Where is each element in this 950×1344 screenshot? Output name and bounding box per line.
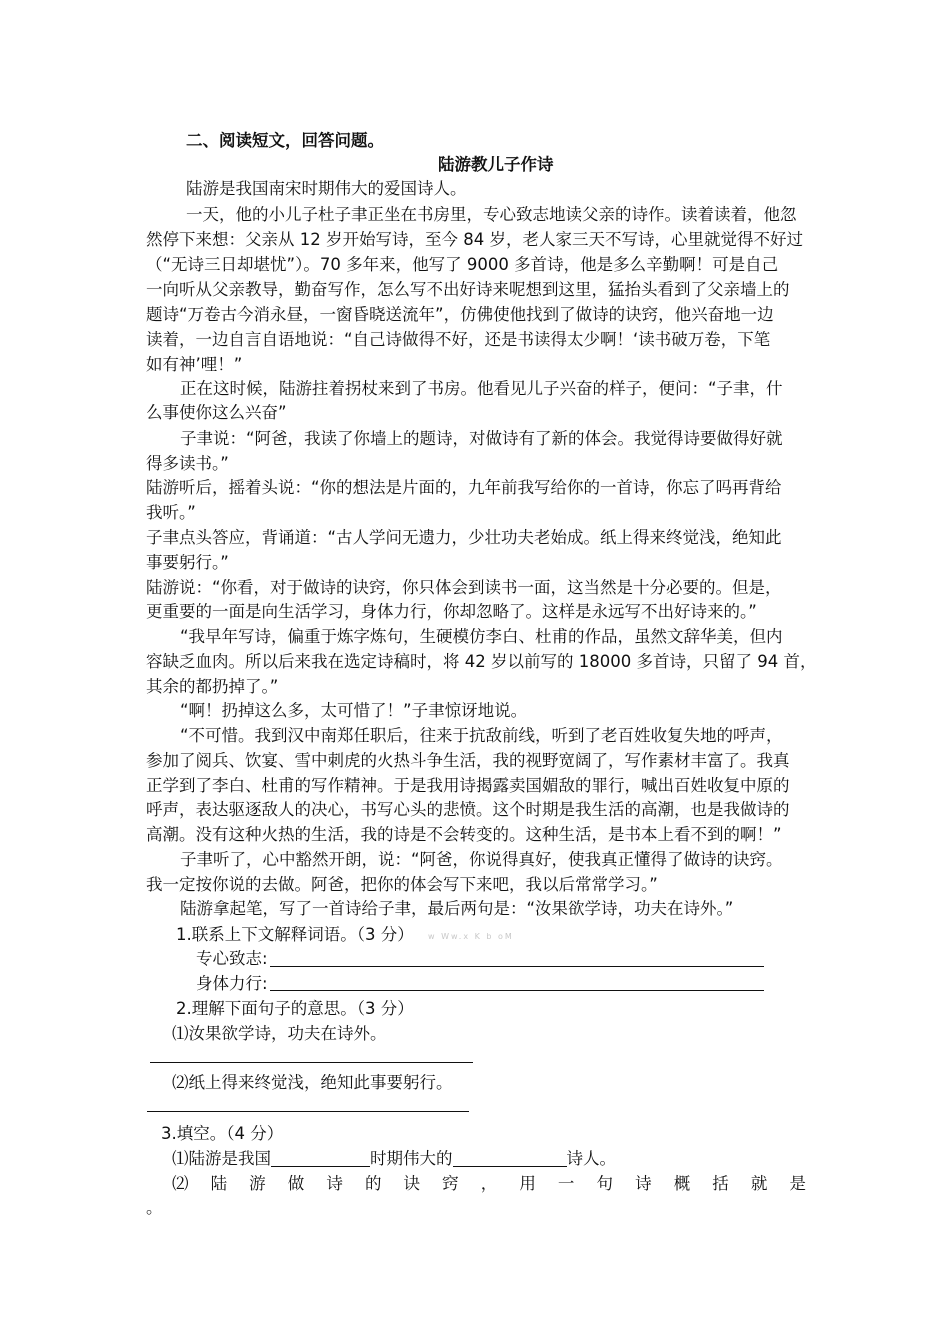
text-line: “我早年写诗，偏重于炼字炼句，生硬模仿李白、杜甫的作品，虽然文辞华美，但内: [180, 627, 783, 646]
watermark: w Ww.x K b oM: [428, 932, 514, 941]
question-3-fill-line: [172, 1148, 616, 1170]
text-line: 然停下来想：父亲从 12 岁开始写诗，至今 84 岁，老人家三天不写诗，心里就觉得不好过: [146, 230, 803, 249]
text-line: 我听。”: [146, 503, 196, 522]
fill-text-1: ⑴陆游是我国: [172, 1149, 271, 1168]
text-line: 么事使你这么兴奋”: [146, 403, 287, 422]
question-3-line-2-end: 。: [146, 1198, 163, 1217]
text-line: 一向听从父亲教导，勤奋写作，怎么写不出好诗来呢想到这里，猛抬头看到了父亲墙上的: [146, 280, 790, 299]
fill-blank-era[interactable]: [271, 1150, 370, 1167]
text-line: 更重要的一面是向生活学习，身体力行，你却忽略了。这样是永远写不出好诗来的。”: [146, 602, 757, 621]
text-line: 事要躬行。”: [146, 553, 229, 572]
question-3-line-2: ⑵ 陆 游 做 诗 的 诀 窍 ， 用 一 句 诗 概 括 就 是: [172, 1174, 806, 1193]
text-line: 陆游拿起笔，写了一首诗给子聿，最后两句是：“汝果欲学诗，功夫在诗外。”: [180, 899, 734, 918]
text-line: 高潮。没有这种火热的生活，我的诗是不会转变的。这种生活，是书本上看不到的啊！”: [146, 825, 782, 844]
text-line: 参加了阅兵、饮宴、雪中刺虎的火热斗争生活，我的视野宽阔了，写作素材丰富了。我真: [146, 751, 790, 770]
text-line: 其余的都扔掉了。”: [146, 677, 279, 696]
answer-line-4[interactable]: [147, 1111, 469, 1112]
text-line: （“无诗三日却堪忧”）。70 多年来，他写了 9000 多首诗，他是多么辛勤啊！可是自己: [146, 255, 779, 274]
text-line: 题诗“万卷古今消永昼，一窗昏晓送流年”，仿佛使他找到了做诗的诀窍，他兴奋地一边: [146, 305, 774, 324]
fill-text-2: 时期伟大的: [370, 1149, 453, 1168]
question-2-sentence-2: ⑵纸上得来终觉浅，绝知此事要躬行。: [172, 1073, 453, 1092]
question-1-prompt: 1.联系上下文解释词语。（3 分）: [176, 925, 414, 944]
fill-blank-poet-type[interactable]: [453, 1150, 567, 1167]
text-line: 陆游是我国南宋时期伟大的爱国诗人。: [186, 179, 467, 198]
text-line: 得多读书。”: [146, 454, 229, 473]
question-1-term-1: 专心致志:: [196, 949, 268, 968]
text-line: 容缺乏血肉。所以后来我在选定诗稿时，将 42 岁以前写的 18000 多首诗，只留了 94 首，: [146, 652, 817, 671]
answer-line-1[interactable]: [270, 966, 764, 967]
text-line: 我一定按你说的去做。阿爸，把你的体会写下来吧，我以后常常学习。”: [146, 875, 658, 894]
question-2-prompt: 2.理解下面句子的意思。（3 分）: [176, 999, 414, 1018]
article-title: 陆游教儿子作诗: [438, 155, 554, 174]
text-line: 正学到了李白、杜甫的写作精神。于是我用诗揭露卖国媚敌的罪行，喊出百姓收复中原的: [146, 776, 790, 795]
text-line: 陆游听后，摇着头说：“你的想法是片面的，九年前我写给你的一首诗，你忘了吗再背给: [146, 478, 782, 497]
section-heading: 二、阅读短文，回答问题。: [186, 131, 384, 150]
text-line: 子聿说：“阿爸，我读了你墙上的题诗，对做诗有了新的体会。我觉得诗要做得好就: [180, 429, 783, 448]
answer-line-3[interactable]: [150, 1062, 473, 1063]
text-line: 正在这时候，陆游拄着拐杖来到了书房。他看见儿子兴奋的样子，便问：“子聿，什: [180, 379, 783, 398]
fill-text-3: 诗人。: [566, 1149, 616, 1168]
text-line: 子聿点头答应，背诵道：“古人学问无遗力，少壮功夫老始成。纸上得来终觉浅，绝知此: [146, 528, 782, 547]
text-line: 子聿听了，心中豁然开朗，说：“阿爸，你说得真好，使我真正懂得了做诗的诀窍。: [180, 850, 783, 869]
text-line: 一天，他的小儿子杜子聿正坐在书房里，专心致志地读父亲的诗作。读着读着，他忽: [186, 205, 797, 224]
text-line: 陆游说：“你看，对于做诗的诀窍，你只体会到读书一面，这当然是十分必要的。但是，: [146, 578, 782, 597]
question-1-term-2: 身体力行:: [196, 974, 268, 993]
text-line: 呼声，表达驱逐敌人的决心，书写心头的悲愤。这个时期是我生活的高潮，也是我做诗的: [146, 800, 790, 819]
text-line: 如有神’哩！”: [146, 355, 243, 374]
answer-line-2[interactable]: [270, 990, 764, 991]
text-line: “啊！扔掉这么多，太可惜了！”子聿惊讶地说。: [180, 701, 528, 720]
question-2-sentence-1: ⑴汝果欲学诗，功夫在诗外。: [172, 1024, 387, 1043]
text-line: “不可惜。我到汉中南郑任职后，往来于抗敌前线，听到了老百姓收复失地的呼声，: [180, 726, 783, 745]
text-line: 读着，一边自言自语地说：“自己诗做得不好，还是书读得太少啊！‘读书破万卷，下笔: [146, 330, 771, 349]
question-3-prompt: 3.填空。（4 分）: [161, 1124, 284, 1143]
